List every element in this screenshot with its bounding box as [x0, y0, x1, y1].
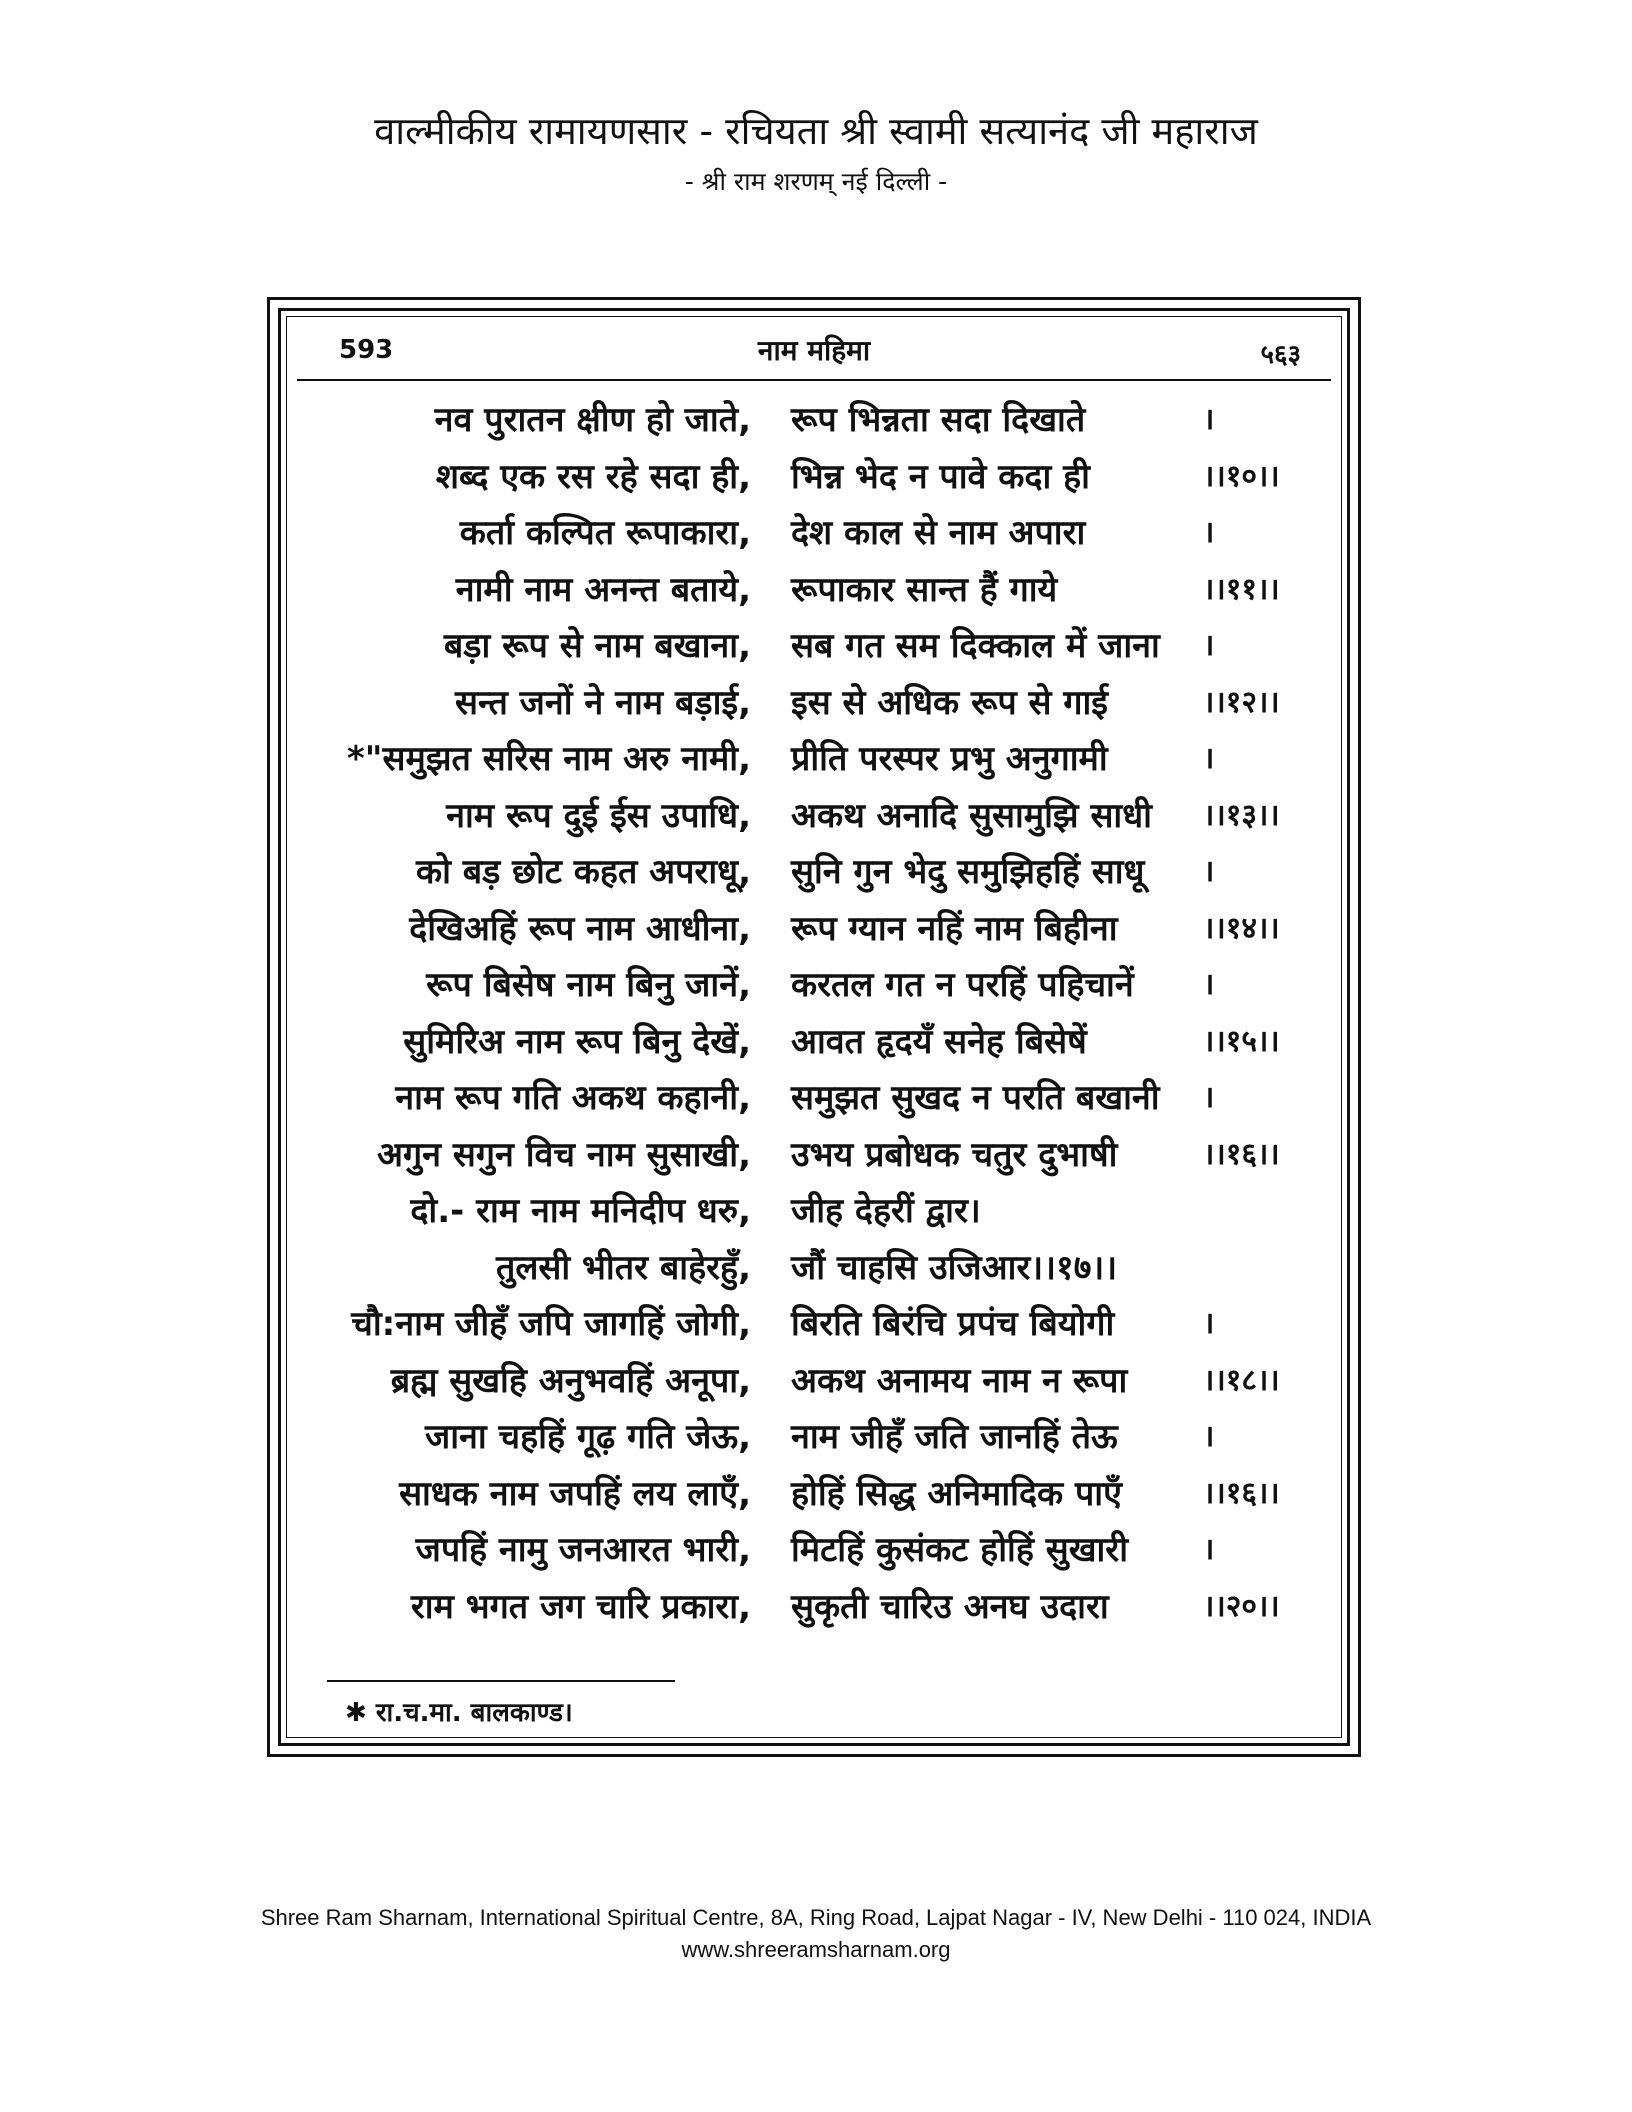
verse-first-half: रूप बिसेष नाम बिनु जानें, [426, 965, 751, 1005]
verse-first-half: दो.- राम नाम मनिदीप धरु, [410, 1191, 751, 1231]
verse-second-half: रूपाकार सान्त हैं गाये [791, 569, 1058, 610]
verse-second-half: मिटहिं कुसंकट होहिं सुखारी [791, 1530, 1129, 1570]
verse-line [281, 898, 1347, 954]
verse-marker: । [1203, 1306, 1215, 1341]
verse-marker: ।।१५।। [1203, 1023, 1280, 1059]
verse-second-half: देश काल से नाम अपारा [791, 513, 1086, 553]
verse-second-half: सुनि गुन भेदु समुझिहहिं साधू [791, 852, 1145, 892]
verse-first-half: ब्रह्म सुखहि अनुभवहिं अनूपा, [390, 1360, 751, 1401]
verse-marker: । [1203, 1419, 1215, 1454]
verse-first-half: देखिअहिं रूप नाम आधीना, [409, 908, 751, 949]
verse-line [281, 559, 1347, 615]
verse-marker: ।।१२।। [1203, 684, 1280, 720]
verse-first-half: सन्त जनों ने नाम बड़ाई, [455, 682, 751, 723]
footnote-divider [327, 1680, 675, 1682]
verse-second-half: समुझत सुखद न परति बखानी [791, 1078, 1160, 1118]
verse-marker: । [1203, 1532, 1215, 1567]
verse-marker: ।।१३।। [1203, 797, 1280, 833]
verse-marker: ।।१०।। [1203, 458, 1280, 494]
verse-line [281, 1067, 1347, 1123]
verse-marker: । [1203, 402, 1215, 437]
verse-second-half: रूप ग्यान नहिं नाम बिहीना [791, 908, 1118, 949]
verse-line [281, 1576, 1347, 1632]
verse-first-half: साधक नाम जपहिं लय लाएँ, [399, 1473, 751, 1514]
verse-first-half: नाम रूप गति अकथ कहानी, [395, 1078, 751, 1118]
verse-second-half: करतल गत न परहिं पहिचानें [791, 965, 1134, 1005]
document-title: वाल्मीकीय रामायणसार - रचियता श्री स्वामी सत्यानंद जी महाराज [374, 109, 1258, 153]
verse-line [281, 1124, 1347, 1180]
footnote: ✱ रा.च.मा. बालकाण्ड। [345, 1698, 573, 1728]
verse-line [281, 672, 1347, 728]
page-number-devanagari: ५६३ [1260, 340, 1301, 370]
verse-second-half: अकथ अनादि सुसामुझि साधी [791, 795, 1152, 836]
verse-marker: ।।१६।। [1203, 1136, 1280, 1172]
verse-line [281, 615, 1347, 671]
verse-first-half: शब्द एक रस रहे सदा ही, [435, 456, 751, 497]
verse-first-half: जाना चहहिं गूढ़ गति जेऊ, [424, 1417, 751, 1457]
verse-second-half: होहिं सिद्ध अनिमादिक पाएँ [791, 1473, 1122, 1514]
footer-website: www.shreeramsharnam.org [681, 1937, 951, 1962]
verse-marker: ।।२०।। [1203, 1588, 1280, 1624]
verse-first-half: बड़ा रूप से नाम बखाना, [443, 626, 751, 666]
verse-first-half: नव पुरातन क्षीण हो जाते, [434, 400, 751, 440]
verse-second-half: जीह देहरीं द्वार। [791, 1191, 981, 1231]
page-frame-inner [278, 308, 1350, 1746]
verse-first-half: जपहिं नामु जनआरत भारी, [415, 1530, 751, 1570]
document-subtitle: - श्री राम शरणम् नई दिल्ली - [684, 167, 948, 196]
verse-line [281, 841, 1347, 897]
verse-first-half: को बड़ छोट कहत अपराधू, [415, 852, 751, 892]
verse-marker: ।।१६।। [1203, 1475, 1280, 1511]
verse-second-half: भिन्न भेद न पावे कदा ही [791, 456, 1090, 497]
verse-first-half: तुलसी भीतर बाहेरहुँ, [495, 1247, 751, 1288]
verse-first-half: सुमिरिअ नाम रूप बिनु देखें, [403, 1021, 751, 1062]
verse-first-half: नामी नाम अनन्त बताये, [455, 569, 751, 610]
verse-second-half: इस से अधिक रूप से गाई [791, 682, 1109, 723]
page-topbar [297, 329, 1331, 377]
verse-marker: । [1203, 628, 1215, 663]
verse-line [281, 785, 1347, 841]
verse-second-half: प्रीति परस्पर प्रभु अनुगामी [791, 739, 1108, 779]
verse-line [281, 728, 1347, 784]
verse-first-half: अगुन सगुन विच नाम सुसाखी, [377, 1134, 751, 1175]
verse-second-half: जौं चाहसि उजिआर।।१७।। [791, 1247, 1118, 1288]
verse-marker: ।।११।। [1203, 571, 1280, 607]
verse-second-half: अकथ अनामय नाम न रूपा [791, 1360, 1128, 1401]
footer-address: Shree Ram Sharnam, International Spiritual Centre, 8A, Ring Road, Lajpat Nagar - IV, New Delhi - 110 024, INDIA [260, 1905, 1372, 1930]
verse-marker: । [1203, 967, 1215, 1002]
verse-line [281, 389, 1347, 445]
verse-line [281, 1237, 1347, 1293]
verse-line [281, 1180, 1347, 1236]
page-heading: नाम महिमा [757, 334, 871, 367]
page-number-arabic: 593 [339, 335, 394, 365]
verse-second-half: सब गत सम दिक्काल में जाना [791, 626, 1160, 666]
verse-line [281, 1011, 1347, 1067]
verse-marker: । [1203, 1080, 1215, 1115]
verse-marker: ।।१४।। [1203, 910, 1280, 946]
verse-second-half: आवत हृदयँ सनेह बिसेषें [791, 1021, 1087, 1062]
verse-first-half: कर्ता कल्पित रूपाकारा, [459, 513, 751, 553]
verse-line [281, 502, 1347, 558]
verse-line [281, 954, 1347, 1010]
verse-second-half: उभय प्रबोधक चतुर दुभाषी [791, 1134, 1118, 1175]
verse-line [281, 446, 1347, 502]
verse-second-half: बिरति बिरंचि प्रपंच बियोगी [791, 1304, 1115, 1344]
verse-marker: । [1203, 854, 1215, 889]
verse-line [281, 1350, 1347, 1406]
verse-marker: । [1203, 515, 1215, 550]
verse-marker: । [1203, 741, 1215, 776]
page-frame [267, 297, 1361, 1757]
verse-second-half: नाम जीहँ जति जानहिं तेऊ [791, 1417, 1118, 1457]
verse-second-half: सुकृती चारिउ अनघ उदारा [791, 1586, 1109, 1627]
verse-second-half: रूप भिन्नता सदा दिखाते [791, 400, 1086, 440]
verse-first-half: राम भगत जग चारि प्रकारा, [410, 1586, 751, 1627]
verse-marker: ।।१८।। [1203, 1362, 1280, 1398]
heading-divider [297, 379, 1331, 381]
verse-line [281, 1463, 1347, 1519]
verse-first-half: नाम रूप दुई ईस उपाधि, [446, 795, 751, 836]
verse-line [281, 1293, 1347, 1349]
verse-first-half: चौ:नाम जीहँ जपि जागहिं जोगी, [351, 1304, 751, 1344]
verse-first-half: *"समुझत सरिस नाम अरु नामी, [347, 739, 751, 779]
verse-line [281, 1519, 1347, 1575]
verse-line [281, 1406, 1347, 1462]
